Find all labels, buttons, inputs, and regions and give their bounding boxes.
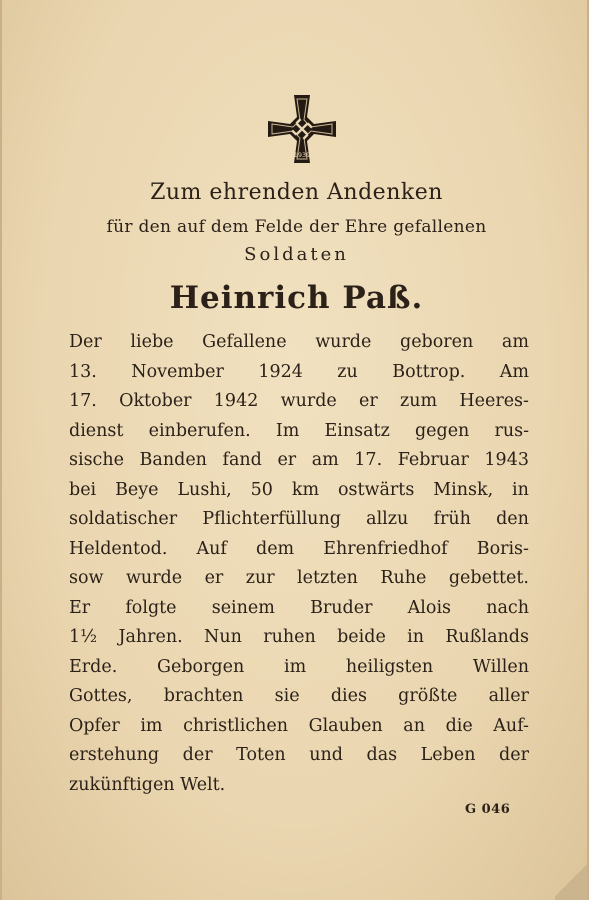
body-line: Gottes, brachten sie dies größte aller bbox=[69, 686, 529, 706]
soldier-name: Heinrich Paß. bbox=[169, 280, 424, 316]
body-line: dienst einberufen. Im Einsatz gegen rus- bbox=[69, 420, 529, 441]
body-line: Heldentod. Auf dem Ehrenfriedhof Boris- bbox=[69, 538, 529, 559]
title-line-1: Zum ehrenden Andenken bbox=[150, 180, 443, 205]
print-code: G 046 bbox=[465, 802, 511, 817]
title-line-3: Soldaten bbox=[244, 244, 349, 265]
body-line: Der liebe Gefallene wurde geboren am bbox=[69, 332, 529, 352]
body-line: 1½ Jahren. Nun ruhen beide in Rußlands bbox=[69, 627, 529, 647]
body-line: Erde. Geborgen im heiligsten Willen bbox=[69, 656, 529, 677]
title-line-2: für den auf dem Felde der Ehre gefallenen bbox=[106, 217, 487, 237]
iron-cross-icon bbox=[266, 93, 338, 165]
body-line: bei Beye Lushi, 50 km ostwärts Minsk, in bbox=[69, 479, 529, 500]
emblem-year: 1939 bbox=[293, 151, 311, 159]
biography-text bbox=[69, 328, 529, 800]
body-line: Er folgte seinem Bruder Alois nach bbox=[69, 597, 529, 618]
worn-corner bbox=[555, 860, 587, 900]
body-line: sische Banden fand er am 17. Februar 1943 bbox=[69, 450, 529, 470]
body-line: zukünftigen Welt. bbox=[69, 774, 226, 795]
body-line: sow wurde er zur letzten Ruhe gebettet. bbox=[69, 568, 529, 588]
body-line: 17. Oktober 1942 wurde er zum Heeres- bbox=[69, 391, 529, 411]
body-line: 13. November 1924 zu Bottrop. Am bbox=[69, 361, 529, 382]
body-line: Opfer im christlichen Glauben an die Auf- bbox=[69, 715, 529, 736]
body-line: soldatischer Pflichterfüllung allzu früh den bbox=[69, 509, 529, 529]
body-line: erstehung der Toten und das Leben der bbox=[69, 745, 529, 765]
